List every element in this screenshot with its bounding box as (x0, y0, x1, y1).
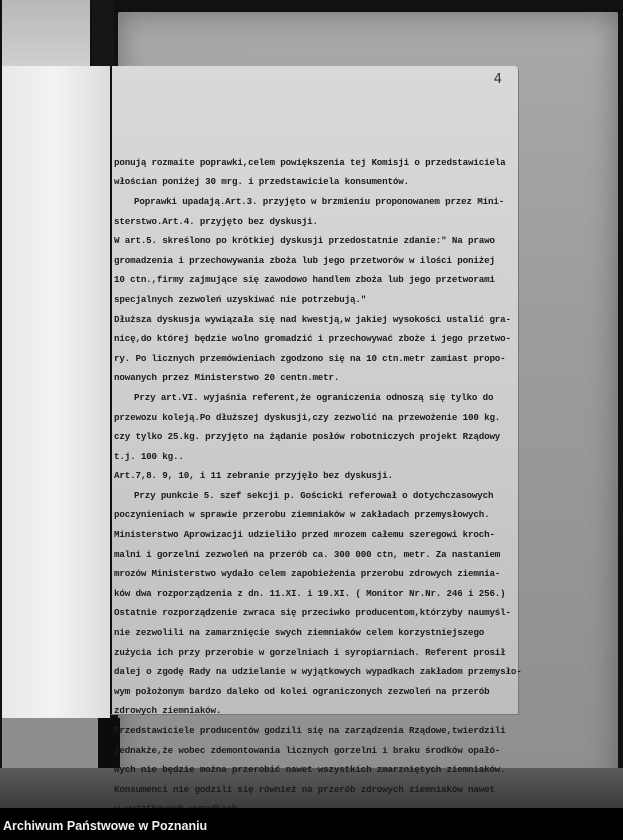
document-line: wym położonym bardzo daleko od kolei ograniczonych zezwoleń na przerób (114, 685, 490, 697)
document-line: Poprawki upadają.Art.3. przyjęto w brzmieniu proponowanem przez Mini- (134, 195, 505, 207)
document-line: poczynieniach w sprawie przerobu ziemniaków w zakładach przemysłowych. (114, 509, 490, 521)
document-line: dalej o zgodę Rady na udzielanie w wyjątkowych wypadkach zakładom przemysło- (114, 666, 522, 678)
left-background-sheet (2, 0, 90, 66)
document-line: t.j. 100 kg.. (114, 450, 184, 462)
document-line: Przedstawiciele producentów godzili się na zarządzenia Rządowe,twierdzili (114, 725, 506, 736)
document-line: nicę,do której będzie wolno gromadzić i przechowywać zboże i jego przetwo- (114, 333, 511, 345)
document-line: Art.7,8. 9, 10, i 11 zebranie przyjęło bez dyskusji. (114, 470, 393, 482)
document-line: ków dwa rozporządzenia z dn. 11.XI. i 19.XI. ( Monitor Nr.Nr. 246 i 256.) (114, 587, 506, 599)
document-line: jednakże,że wobec zdemontowania licznych gorzelni i braku środków opałó- (114, 744, 501, 756)
document-line: malni i gorzelni zezwoleń na przerób ca. 300 000 ctn, metr. Za nastaniem (114, 548, 501, 560)
document-line: zużycia ich przy przerobie w gorzelniach i syropiarniach. Referent prosił (114, 646, 506, 658)
left-bottom-sheet (2, 718, 98, 768)
document-line: 10 ctn.,firmy zajmujące się zawodowo handlem zboża lub jego przetworami (114, 274, 495, 286)
document-line: Przy art.VI. wyjaśnia referent,że ograniczenia odnoszą się tylko do (134, 391, 494, 403)
document-line: nowanych przez Ministerstwo 20 centn.metr. (114, 372, 340, 384)
document-line: zdrowych ziemniaków. (114, 705, 222, 717)
binding-gap (92, 0, 114, 66)
document-line: włościan poniżej 30 mrg. i przedstawiciela konsumentów. (114, 176, 409, 188)
document-line: mrozów Ministerstwo wydało celem zapobieżenia przerobu zdrowych ziemnia- (114, 568, 501, 580)
document-line: Ostatnie rozporządzenie zwraca się przeciwko producentom,którzyby naumyśl- (114, 607, 511, 619)
document-line: Dłuższa dyskusja wywiązała się nad kwestją,w jakiej wysokości ustalić gra- (114, 313, 511, 325)
document-line: ry. Po licznych przemówieniach zgodzono się na 10 ctn.metr zamiast propo- (114, 352, 506, 364)
document-line: sterstwo.Art.4. przyjęto bez dyskusji. (114, 215, 318, 227)
document-line: Przy punkcie 5. szef sekcji p. Gościcki referował o dotychczasowych (134, 489, 494, 501)
archive-label: Archiwum Państwowe w Poznaniu (3, 819, 208, 833)
page-number: 4 (493, 72, 502, 87)
document-line: czy tylko 25.kg. przyjęto na żądanie posłów robotniczych projekt Rządowy (114, 431, 501, 443)
document-line: ponują rozmaite poprawki,celem powiększenia tej Komisji o przedstawiciela (114, 156, 506, 168)
document-line: W art.5. skreślono po krótkiej dyskusji przedostatnie zdanie:" Na prawo (114, 235, 495, 247)
document-line: wych nie będzie można przerobić nawet wszystkich zmarzniętych ziemniaków. (114, 764, 506, 776)
document-line: nie zezwolili na zamarznięcie swych ziemniaków celem korzystniejszego (114, 627, 485, 639)
document-line: Ministerstwo Aprowizacji udzieliło przed mrozem całemu szeregowi kroch- (114, 529, 495, 541)
left-paper-flap (2, 66, 110, 718)
document-line: Konsumenci nie godzili się również na przerób zdrowych ziemniaków nawet (114, 783, 495, 795)
document-body (114, 94, 522, 819)
document-line: przewozu koleją.Po dłuższej dyskusji,czy zezwolić na przewożenie 100 kg. (114, 411, 501, 423)
typewritten-page (110, 66, 522, 795)
footer-bar (0, 808, 623, 840)
document-line: specjalnych zezwoleń uzyskiwać nie potrzebują." (114, 293, 367, 305)
document-line: gromadzenia i przechowywania zboża lub jego przetworów w ilości poniżej (114, 254, 495, 266)
